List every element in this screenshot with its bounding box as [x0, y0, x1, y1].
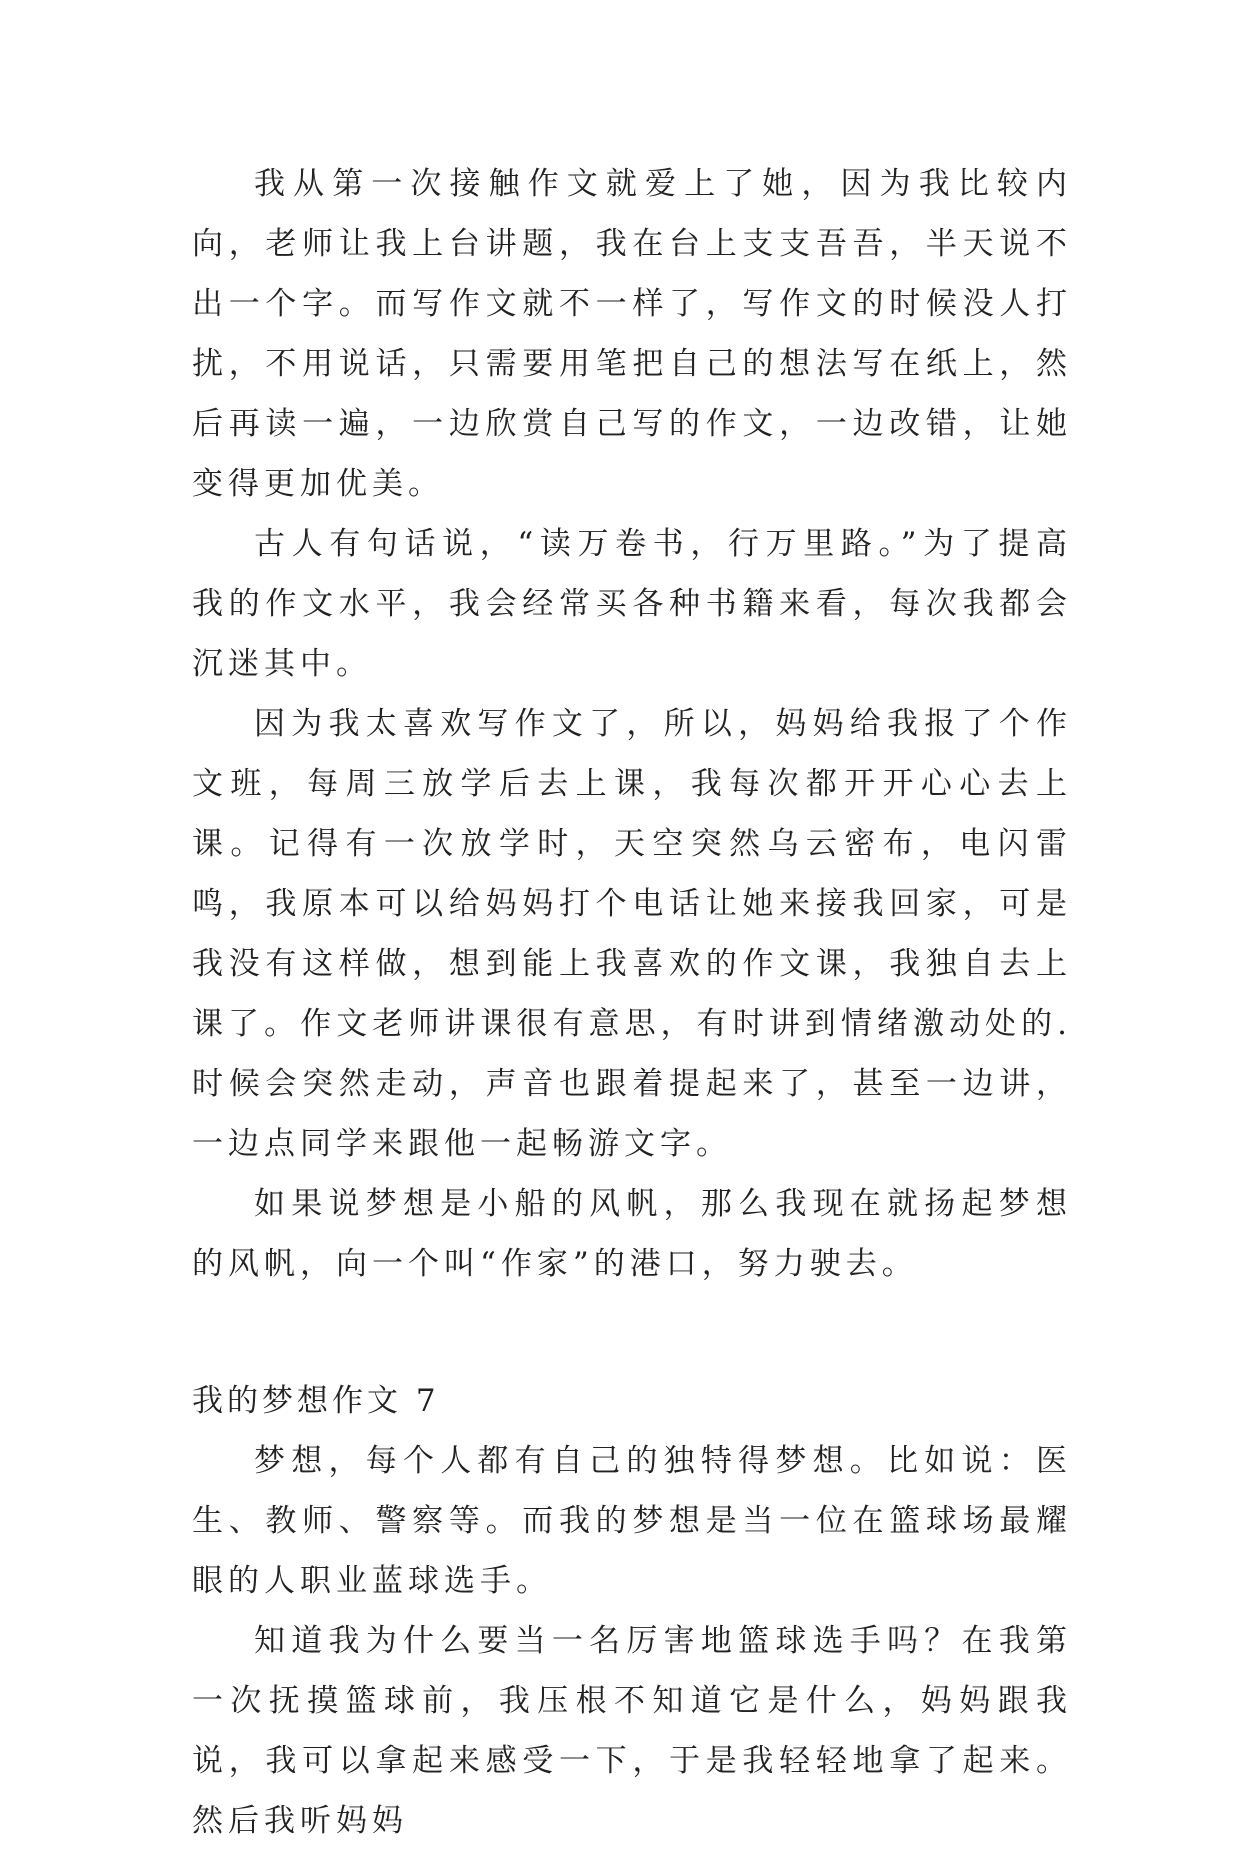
section-heading: 我的梦想作文 7	[192, 1383, 440, 1419]
paragraph: 知道我为什么要当一名厉害地篮球选手吗？在我第一次抚摸篮球前，我压根不知道它是什么，妈妈跟我说，我可以拿起来感受一下，于是我轻轻地拿了起来。然后我听妈妈	[192, 1623, 1072, 1839]
paragraph: 我从第一次接触作文就爱上了她，因为我比较内向，老师让我上台讲题，我在台上支支吾吾，半天说不出一个字。而写作文就不一样了，写作文的时候没人打扰，不用说话，只需要用笔把自己的想法写在纸上，然后再读一遍，一边欣赏自己写的作文，一边改错，让她变得更加优美。	[192, 166, 1072, 502]
paragraph: 古人有句话说，“读万卷书，行万里路。”为了提高我的作文水平，我会经常买各种书籍来看，每次我都会沉迷其中。	[192, 526, 1072, 682]
paragraph: 梦想，每个人都有自己的独特得梦想。比如说：医生、教师、警察等。而我的梦想是当一位在篮球场最耀眼的人职业蓝球选手。	[192, 1443, 1072, 1599]
paragraph: 因为我太喜欢写作文了，所以，妈妈给我报了个作文班，每周三放学后去上课，我每次都开开心心去上课。记得有一次放学时，天空突然乌云密布，电闪雷鸣，我原本可以给妈妈打个电话让她来接我回家，可是我没有这样做，想到能上我喜欢的作文课，我独自去上课了。作文老师讲课很有意思，有时讲到情绪激动处的.时候会突然走动，声音也跟着提起来了，甚至一边讲，一边点同学来跟他一起畅游文字。	[192, 706, 1072, 1162]
document-body	[192, 154, 1072, 1851]
paragraph: 如果说梦想是小船的风帆，那么我现在就扬起梦想的风帆，向一个叫“作家”的港口，努力驶去。	[192, 1186, 1072, 1282]
